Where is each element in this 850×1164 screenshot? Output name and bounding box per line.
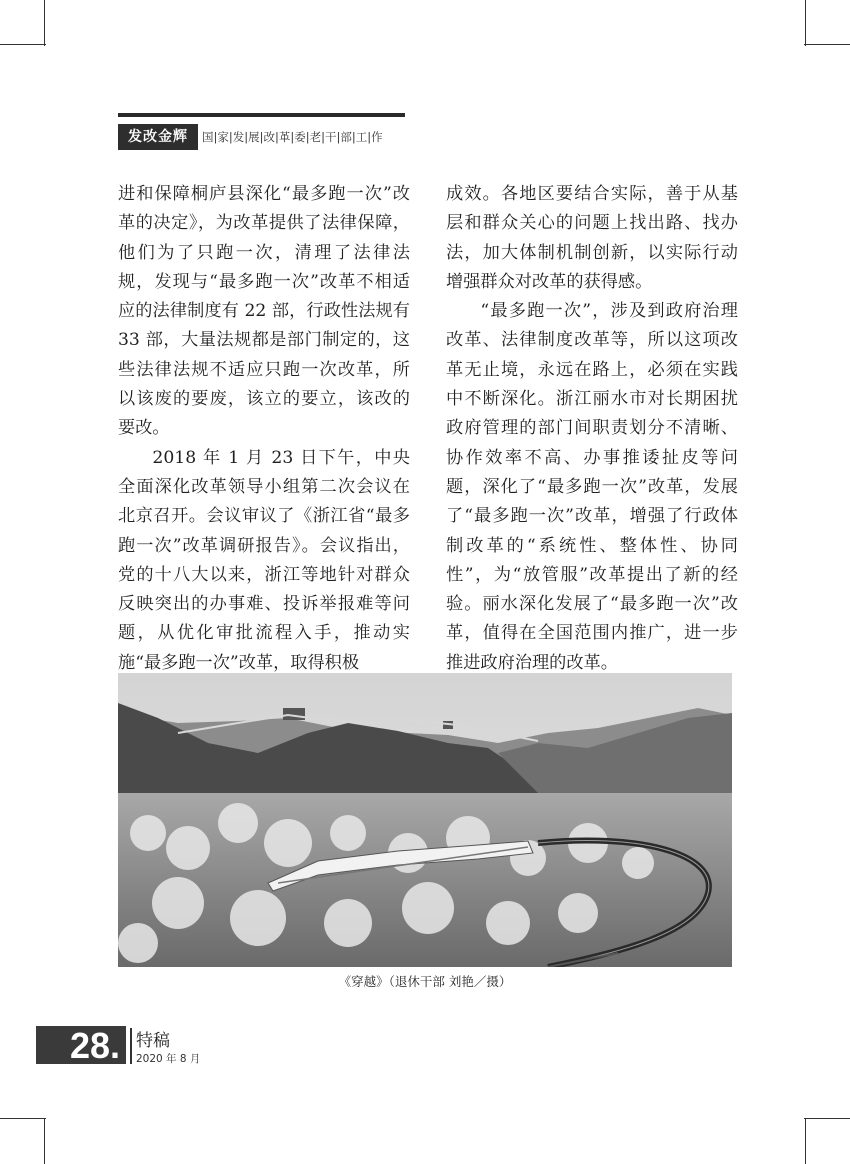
photo-caption: 《穿越》（退休干部 刘艳／摄） — [338, 974, 512, 989]
page-number: 28. — [36, 1026, 126, 1064]
brand-logo: 发改金辉 — [118, 124, 198, 150]
crop-mark — [804, 1118, 850, 1119]
section-label: 特稿 — [136, 1031, 170, 1051]
crop-mark — [805, 0, 806, 46]
paragraph: 2018 年 1 月 23 日下午，中央全面深化改革领导小组第二次会议在北京召开。会议审议了《浙江省“最多跑一次”改革调研报告》。会议指出，党的十八大以来，浙江等地针对群众反映突出的办事难、投诉举报难等问题，从优化审批流程入手，推动实施“最多跑一次”改革，取得积极 — [118, 447, 410, 673]
header-rule — [118, 113, 405, 117]
left-column — [118, 180, 410, 678]
paragraph: “最多跑一次”，涉及到政府治理改革、法律制度改革等，所以这项改革无止境，永远在路上，必须在实践中不断深化。浙江丽水市对长期困扰政府管理的部门间职责划分不清晰、协作效率不高、办事推诿扯皮等问题，深化了“最多跑一次”改革，发展了“最多跑一次”改革，增强了行政体制改革的“系统性、整体性、协同性”，为“放管服”改革提出了新的经验。丽水深化发展了“最多跑一次”改革，值得在全国范围内推广，进一步推进政府治理的改革。 — [446, 301, 738, 673]
crop-mark — [44, 0, 45, 46]
crop-mark — [805, 1118, 806, 1164]
department-label: 国|家|发|展|改|革|委|老|干|部|工|作 — [202, 130, 383, 144]
crop-mark — [44, 1118, 45, 1164]
photo-illustration — [118, 673, 732, 967]
paragraph: 进和保障桐庐县深化“最多跑一次”改革的决定》，为改革提供了法律保障，他们为了只跑一次，清理了法律法规，发现与“最多跑一次”改革不相适应的法律制度有 22 部，行政性法规有 33 部，大量法规都是部门制定的，这些法律法规不适应只跑一次改革，所以该废的要废，该立的要立，该改的要改。 — [118, 184, 410, 439]
crop-mark — [0, 1118, 46, 1119]
issue-date: 2020 年 8 月 — [136, 1053, 201, 1065]
crop-mark — [0, 44, 46, 45]
photo-great-wall-train — [118, 673, 732, 967]
right-column — [446, 180, 738, 678]
paragraph: 成效。各地区要结合实际，善于从基层和群众关心的问题上找出路、找办法，加大体制机制创新，以实际行动增强群众对改革的获得感。 — [446, 184, 738, 292]
footer-divider — [130, 1028, 132, 1064]
crop-mark — [804, 44, 850, 45]
